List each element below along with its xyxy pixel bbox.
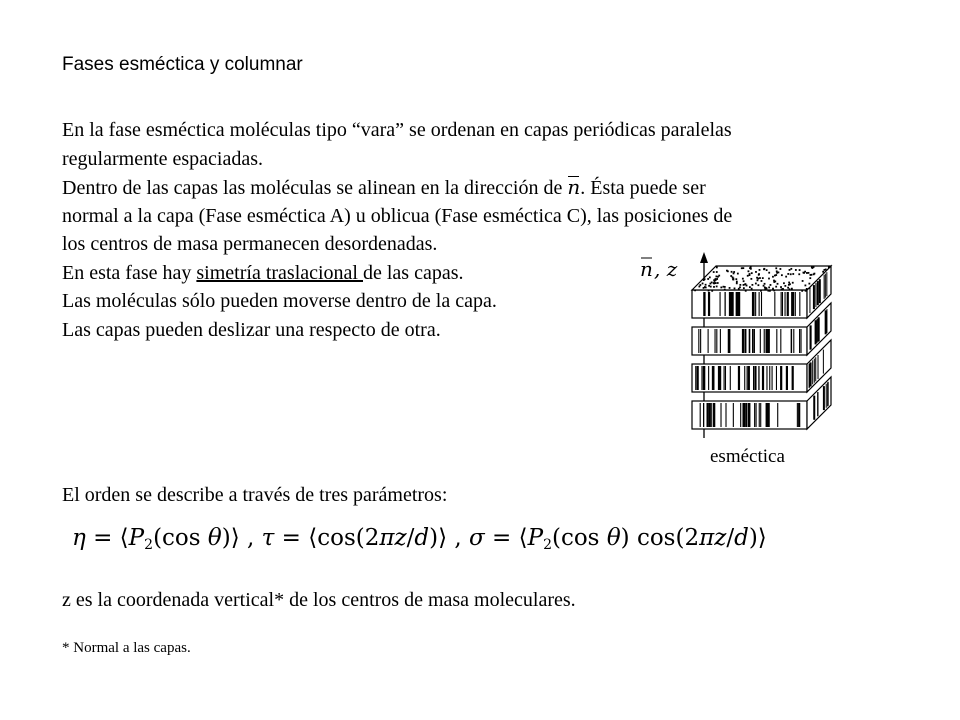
molecule-end-dot <box>790 268 792 270</box>
molecule-end-dot <box>729 287 731 289</box>
axis-label-n: n <box>640 257 653 281</box>
molecule-end-dot <box>808 283 810 285</box>
molecule-end-dot <box>698 286 700 288</box>
molecule-end-dot <box>732 278 734 280</box>
molecule-end-dot <box>755 271 757 273</box>
text-segment: . Ésta puede ser <box>580 177 706 199</box>
molecule-end-dot <box>756 277 758 279</box>
molecule-end-dot <box>703 279 705 281</box>
molecule-end-dot <box>759 269 761 271</box>
molecule-end-dot <box>755 283 757 285</box>
molecule-end-dot <box>803 272 805 274</box>
molecule-end-dot <box>802 280 804 282</box>
molecule-end-dot <box>739 284 741 286</box>
molecule-end-dot <box>731 271 733 273</box>
molecule-end-dot <box>809 277 811 279</box>
axis-arrowhead <box>700 252 708 263</box>
molecule-end-dot <box>822 271 824 273</box>
molecule-end-dot <box>694 289 696 291</box>
formula-part: ) cos(2 <box>620 525 700 551</box>
molecule-end-dot <box>757 279 759 281</box>
formula-part: πz <box>379 525 407 551</box>
formula-part: = ⟨ <box>484 525 528 551</box>
molecule-end-dot <box>792 273 794 275</box>
molecule-end-dot <box>713 286 715 288</box>
molecule-end-dot <box>742 278 744 280</box>
molecule-end-dot <box>759 277 761 279</box>
formula-part: = ⟨cos(2 <box>274 525 380 551</box>
molecule-end-dot <box>758 273 760 275</box>
formula-part: = ⟨ <box>85 525 129 551</box>
molecule-end-dot <box>724 286 726 288</box>
molecule-end-dot <box>804 271 806 273</box>
molecule-end-dot <box>768 286 770 288</box>
underlined-term: simetría traslacional <box>196 261 363 284</box>
molecule-end-dot <box>757 284 759 286</box>
molecule-end-dot <box>707 278 709 280</box>
molecule-end-dot <box>787 287 789 289</box>
formula-part: πz <box>699 525 727 551</box>
molecule-end-dot <box>806 288 808 290</box>
molecule-end-dot <box>806 272 808 274</box>
molecule-end-dot <box>733 271 735 273</box>
formula-part: 2 <box>144 537 154 553</box>
molecule-end-dot <box>761 280 763 282</box>
molecule-end-dot <box>809 287 811 289</box>
molecule-end-dot <box>748 270 750 272</box>
molecule-end-dot <box>780 286 782 288</box>
formula-part: θ <box>207 525 222 551</box>
molecule-end-dot <box>718 275 720 277</box>
smectic-figure <box>632 238 854 444</box>
formula-part: η <box>72 525 86 551</box>
molecule-end-dot <box>750 278 752 280</box>
molecule-end-dot <box>720 287 722 289</box>
molecule-end-dot <box>764 283 766 285</box>
molecule-end-dot <box>762 277 764 279</box>
formula-part: θ <box>606 525 621 551</box>
molecule-end-dot <box>766 269 768 271</box>
molecule-end-dot <box>709 276 711 278</box>
formula-part: )⟩ , <box>221 525 262 551</box>
text-line: Las moléculas sólo pueden moverse dentro de la capa. <box>62 290 497 312</box>
formula-part: P <box>128 525 145 551</box>
molecule-end-dot <box>782 288 784 290</box>
formula-part: 2 <box>543 537 552 553</box>
molecule-end-dot <box>781 274 783 276</box>
molecule-end-dot <box>785 276 787 278</box>
molecule-end-dot <box>814 273 816 275</box>
layer-stack <box>692 266 831 429</box>
molecule-end-dot <box>768 272 770 274</box>
molecule-end-dot <box>763 268 765 270</box>
molecule-end-dot <box>750 268 752 270</box>
formula-part: )⟩ , <box>429 525 469 551</box>
molecule-end-dot <box>765 287 767 289</box>
molecule-end-dot <box>735 278 737 280</box>
molecule-end-dot <box>705 284 707 286</box>
molecule-end-dot <box>711 290 713 292</box>
molecule-end-dot <box>763 285 765 287</box>
text-segment: Dentro de las capas las moléculas se alinean en la dirección de <box>62 177 568 199</box>
params-intro: El orden se describe a través de tres parámetros: <box>62 484 448 506</box>
formula-part: d <box>414 525 430 551</box>
molecule-end-dot <box>775 286 777 288</box>
molecule-end-dot <box>716 286 718 288</box>
molecule-end-dot <box>713 283 715 285</box>
molecule-end-dot <box>812 267 814 269</box>
text-line: regularmente espaciadas. <box>62 147 264 170</box>
molecule-end-dot <box>745 290 747 292</box>
text-line: En la fase esméctica moléculas tipo “vara” se ordenan en capas periódicas paralelas <box>62 119 732 141</box>
molecule-end-dot <box>789 288 791 290</box>
molecule-end-dot <box>808 272 810 274</box>
molecule-end-dot <box>708 285 710 287</box>
molecule-end-dot <box>792 282 794 284</box>
text-segment: En esta fase hay <box>62 261 197 284</box>
molecule-end-dot <box>730 275 732 277</box>
molecule-end-dot <box>789 283 791 285</box>
molecule-end-dot <box>749 286 751 288</box>
molecule-end-dot <box>776 272 778 274</box>
molecule-end-dot <box>789 269 791 271</box>
molecule-end-dot <box>737 273 739 275</box>
molecule-end-dot <box>741 267 743 269</box>
molecule-end-dot <box>775 267 777 269</box>
molecule-end-dot <box>805 290 807 292</box>
molecule-end-dot <box>743 284 745 286</box>
text-line: normal a la capa (Fase esméctica A) u oblicua (Fase esméctica C), las posiciones de <box>62 204 733 227</box>
molecule-end-dot <box>770 284 772 286</box>
molecule-end-dot <box>784 285 786 287</box>
molecule-end-dot <box>749 274 751 276</box>
slide-title: Fases esméctica y columnar <box>62 54 303 75</box>
molecule-end-dot <box>739 286 741 288</box>
text-line: Las capas pueden deslizar una respecto de otra. <box>62 318 441 341</box>
molecule-end-dot <box>798 273 800 275</box>
coordinate-note: z es la coordenada vertical* de los centros de masa moleculares. <box>62 589 576 611</box>
molecule-end-dot <box>736 281 738 283</box>
molecule-end-dot <box>828 266 830 268</box>
molecule-end-dot <box>810 274 812 276</box>
molecule-end-dot <box>747 275 749 277</box>
molecule-end-dot <box>790 273 792 275</box>
text-line <box>62 173 862 202</box>
figure-caption: esméctica <box>710 446 785 467</box>
molecule-end-dot <box>773 290 775 292</box>
text-line: los centros de masa permanecen desordenadas. <box>62 233 438 255</box>
molecule-end-dot <box>743 287 745 289</box>
molecule-end-dot <box>767 290 769 292</box>
molecule-end-dot <box>788 282 790 284</box>
molecule-end-dot <box>791 288 793 290</box>
molecule-end-dot <box>769 290 771 292</box>
molecule-end-dot <box>715 278 717 280</box>
formula-part: / <box>406 525 415 551</box>
text-segment: de las capas. <box>363 261 464 284</box>
molecule-end-dot <box>744 283 746 285</box>
molecule-end-dot <box>774 275 776 277</box>
formula-part: / <box>726 525 735 551</box>
molecule-end-dot <box>708 290 710 292</box>
formula-part: (cos <box>551 525 607 551</box>
molecule-end-dot <box>710 286 712 288</box>
formula-part: d <box>734 525 749 551</box>
molecule-end-dot <box>772 276 774 278</box>
footnote: * Normal a las capas. <box>62 640 191 656</box>
molecule-end-dot <box>743 280 745 282</box>
molecule-end-dot <box>787 273 789 275</box>
molecule-end-dot <box>750 266 752 268</box>
molecule-end-dot <box>751 272 753 274</box>
molecule-end-dot <box>702 283 704 285</box>
formula-part: P <box>527 525 544 551</box>
molecule-end-dot <box>703 287 705 289</box>
molecule-end-dot <box>768 278 770 280</box>
molecule-end-dot <box>717 282 719 284</box>
molecule-end-dot <box>760 290 762 292</box>
molecule-end-dot <box>751 288 753 290</box>
smectic-layers-diagram <box>632 238 854 444</box>
molecule-end-dot <box>799 269 801 271</box>
molecule-end-dot <box>711 282 713 284</box>
formula-part: τ <box>261 525 275 551</box>
molecule-end-dot <box>713 271 715 273</box>
formula-part: )⟩ <box>748 525 767 551</box>
molecule-end-dot <box>825 269 827 271</box>
molecule-end-dot <box>805 285 807 287</box>
molecule-end-dot <box>783 282 785 284</box>
molecule-end-dot <box>779 268 781 270</box>
molecule-end-dot <box>742 267 744 269</box>
molecule-end-dot <box>772 288 774 290</box>
molecule-end-dot <box>751 284 753 286</box>
molecule-end-dot <box>716 267 718 269</box>
formula-part: σ <box>469 525 485 551</box>
molecule-end-dot <box>716 271 718 273</box>
molecule-end-dot <box>801 290 803 292</box>
molecule-end-dot <box>774 280 776 282</box>
molecule-end-dot <box>724 289 726 291</box>
molecule-end-dot <box>715 276 717 278</box>
molecule-end-dot <box>795 269 797 271</box>
molecule-end-dot <box>727 270 729 272</box>
order-parameters-formula <box>72 518 767 558</box>
molecule-end-dot <box>777 283 779 285</box>
formula-part: (cos <box>153 525 208 551</box>
director-n-symbol: n <box>567 175 581 199</box>
axis-label-z: , z <box>654 257 678 281</box>
molecule-end-dot <box>736 282 738 284</box>
molecule-end-dot <box>734 287 736 289</box>
